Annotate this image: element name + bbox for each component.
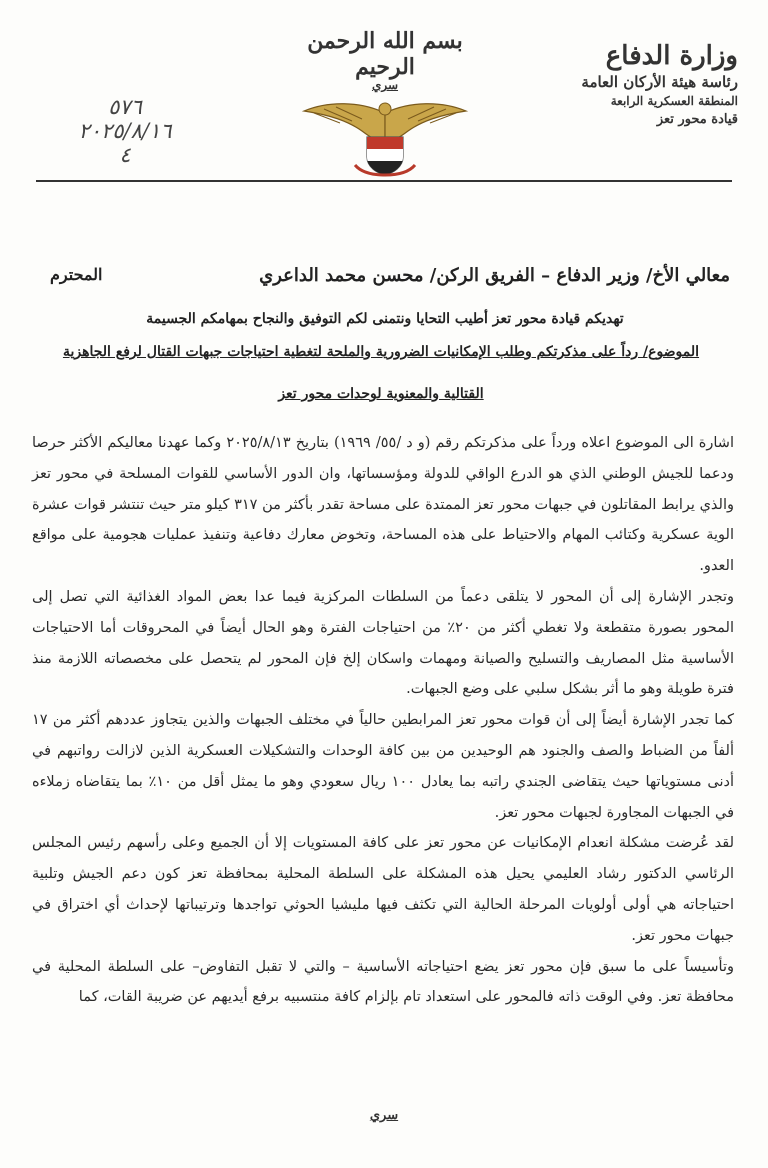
- eagle-emblem-icon: [300, 95, 470, 177]
- addressee: معالي الأخ/ وزير الدفاع – الفريق الركن/ محسن محمد الداعري: [259, 265, 730, 286]
- military-region-name: المنطقة العسكرية الرابعة: [610, 94, 738, 108]
- body-paragraph: لقد عُرضت مشكلة انعدام الإمكانيات عن محور تعز على كافة المستويات إلا أن الجميع وعلى رأسهم رئيس المجلس الرئاسي الدكتور رشاد العليمي يحيل هذه المشكلة على السلطة المحلية بمحافظة تعز كون دعم الجيش وتلبية احتياجاته هي أولى أولويات المرحلة الحالية التي تكثف فيها مليشيا الحوثي تواجدها وترتيباتها لإحداث أي اختراق في جبهات محور تعز.: [32, 835, 734, 944]
- ministry-header: [523, 40, 738, 129]
- general-staff-name: رئاسة هيئة الأركان العامة: [581, 73, 738, 91]
- letter-body: [32, 428, 734, 1013]
- reference-block: [30, 95, 220, 167]
- subject-line-2: القتالية والمعنوية لوحدات محور تعز: [278, 386, 484, 402]
- body-paragraph: وتأسيساً على ما سبق فإن محور تعز يضع احتياجاته الأساسية – والتي لا تقبل التفاوض– على السلطة المحلية في محافظة تعز. وفي الوقت ذاته فالمحور على استعداد تام بإلزام كافة منتسبيه برفع أيديهم عن ضريبة القات، كما: [32, 958, 734, 1006]
- axis-command-name: قيادة محور تعز: [656, 112, 738, 127]
- basmala: بسم الله الرحمن الرحيم: [307, 28, 463, 80]
- reference-date: ٢٠٢٥/٨/١٦: [78, 119, 172, 143]
- greeting: تهديكم قيادة محور تعز أطيب التحايا ونتمنى لكم التوفيق والنجاح بمهامكم الجسيمة: [146, 311, 624, 327]
- body-paragraph: كما تجدر الإشارة أيضاً إلى أن قوات محور تعز المرابطين حالياً في مختلف الجبهات والذين يتجاوز عددهم أكثر من ١٧ ألفاً من الضباط والصف والجنود هم الوحيدين من بين كافة الوحدات والتشكيلات العسكرية الذين لازالت رواتبهم في أدنى مستوياتها حيث يتقاضى الجندي راتبه بما يعادل ١٠٠ ريال سعودي وهو ما يمثل أقل من ١٠٪ بما يتقاضاه زملاءه في الجبهات المجاورة لجبهات محور تعز.: [32, 712, 735, 821]
- subject-line-1: الموضوع/ رداً على مذكرتكم وطلب الإمكانيات الضرورية والملحة لتغطية احتياجات جبهات القتال لرفع الجاهزية: [62, 344, 700, 360]
- ministry-name: وزارة الدفاع: [605, 41, 738, 71]
- header-divider: [36, 180, 732, 182]
- classification-top: سري: [371, 78, 399, 92]
- reference-number: ٥٧٦: [108, 95, 142, 119]
- honorific: المحترم: [50, 265, 103, 284]
- body-paragraph: اشارة الى الموضوع اعلاه ورداً على مذكرتكم رقم (و د /٥٥/ ١٩٦٩) بتاريخ ٢٠٢٥/٨/١٣ وكما عهدنا معاليكم الأكثر حرصا ودعما للجيش الوطني الذي هو الدرع الواقي للدولة ومؤسساتها، وان الدور الأساسي للقوات المسلحة في محور تعز والذي يرابط المقاتلون في جبهات محور تعز الممتدة على مساحة تقدر بأكثر من ٣١٧ كيلو متر حيث تنتشر قوات عشرة الوية عسكرية وكتائب المهام والاحتياط على هذه المساحة، وتخوض معارك دفاعية وتنفيذ عمليات هجومية على مواقع العدو.: [32, 435, 734, 575]
- addressee-line: [40, 265, 730, 295]
- reference-note: ٤: [119, 143, 131, 167]
- body-paragraph: وتجدر الإشارة إلى أن المحور لا يتلقى دعماً من السلطات المركزية فيما عدا بعض المواد الغذائية التي تصل إلى المحور بصورة متقطعة ولا تغطي أكثر من ٢٠٪ من احتياجات الفترة وهو الحال أيضاً في المحروقات أما الاحتياجات الأساسية مثل المصاريف والتسليح والصيانة ومهمات واسكان إلخ فإن المحور لم يتحصل على مخصصاته اللازمة منذ فترة طويلة وهو ما أثر بشكل سلبي على وضع الجبهات.: [32, 588, 734, 698]
- classification-bottom: سري: [369, 1108, 399, 1123]
- subject: [30, 342, 732, 404]
